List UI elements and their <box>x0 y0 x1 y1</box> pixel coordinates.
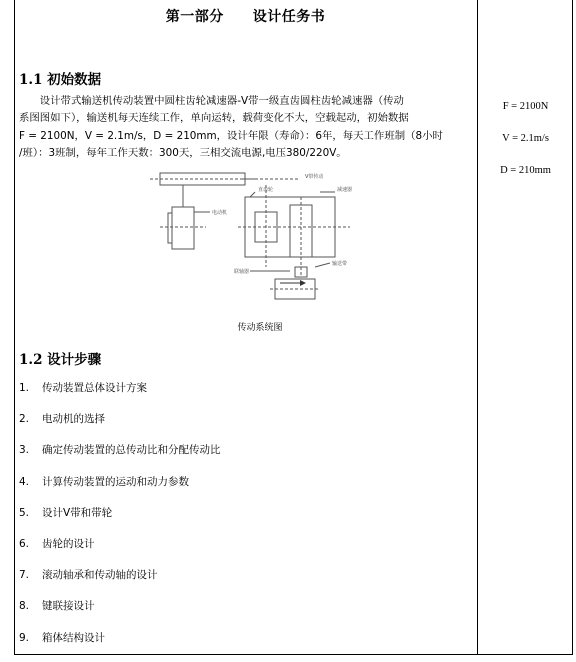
step-number: 9. <box>19 631 30 644</box>
list-item <box>19 443 221 474</box>
conveyor-arrow-head <box>300 280 306 286</box>
step-text: 传动装置总体设计方案 <box>42 382 147 394</box>
paragraph-line: /班）：3班制，每年工作天数：300天，三相交流电源,电压380/220V。 <box>19 147 347 160</box>
paragraph-line: 系图图如下），输送机每天连续工作，单向运转，载荷变化不大，空载起动，初始数据 <box>19 112 409 125</box>
step-number: 8. <box>19 600 30 613</box>
step-text: 确定传动装置的总传动比和分配传动比 <box>42 444 221 457</box>
column-divider <box>477 0 478 655</box>
list-item <box>19 568 221 599</box>
leader-line <box>315 263 330 267</box>
param-velocity: V = 2.1m/s <box>502 133 549 144</box>
step-number: 3. <box>19 444 30 457</box>
step-text: 滚动轴承和传动轴的设计 <box>42 569 158 582</box>
label-conveyor-belt: 输送带 <box>332 261 348 267</box>
step-number: 4. <box>19 475 30 488</box>
label-motor: 电动机 <box>212 210 228 216</box>
section-heading-design-steps: 1.2 设计步骤 <box>19 352 102 368</box>
label-coupling: 联轴器 <box>234 269 250 275</box>
list-item <box>19 537 221 568</box>
step-number: 7. <box>19 569 30 582</box>
list-item <box>19 412 221 443</box>
step-number: 1. <box>19 382 30 394</box>
step-text: 电动机的选择 <box>42 413 105 426</box>
list-item <box>19 475 221 506</box>
step-number: 5. <box>19 506 30 519</box>
parameter-column <box>478 100 573 196</box>
label-gear: 直齿轮 <box>258 187 274 193</box>
label-vbelt: V带传动 <box>305 174 324 180</box>
label-reducer: 减速器 <box>337 187 353 193</box>
leader-line <box>250 192 255 197</box>
initial-data-paragraph <box>19 93 473 163</box>
paragraph-line: 设计带式输送机传动装置中圆柱齿轮减速器-V带一级直齿圆柱齿轮减速器（传动 <box>19 95 404 107</box>
step-number: 6. <box>19 537 30 550</box>
step-text: 键联接设计 <box>42 600 95 613</box>
step-text: 齿轮的设计 <box>42 537 95 550</box>
motor-body <box>172 207 194 249</box>
paragraph-line: F = 2100N，V = 2.1m/s，D = 210mm，设计年限（寿命）：6年，每天工作班制（8小时 <box>19 129 443 142</box>
list-item <box>19 381 221 412</box>
motor-end <box>168 213 172 243</box>
list-item <box>19 631 221 662</box>
step-text: 设计V带和带轮 <box>42 506 113 519</box>
step-text: 箱体结构设计 <box>42 631 105 644</box>
step-text: 计算传动装置的运动和动力参数 <box>42 475 189 488</box>
step-number: 2. <box>19 413 30 426</box>
list-item <box>19 506 221 537</box>
transmission-diagram <box>150 167 370 317</box>
param-diameter: D = 210mm <box>500 165 551 176</box>
diagram-caption: 传动系统图 <box>237 323 283 333</box>
page-title: 第一部分 设计任务书 <box>165 9 326 25</box>
param-force: F = 2100N <box>502 101 549 112</box>
section-heading-initial-data: 1.1 初始数据 <box>19 72 102 88</box>
list-item <box>19 599 221 630</box>
design-steps-list <box>19 381 221 662</box>
